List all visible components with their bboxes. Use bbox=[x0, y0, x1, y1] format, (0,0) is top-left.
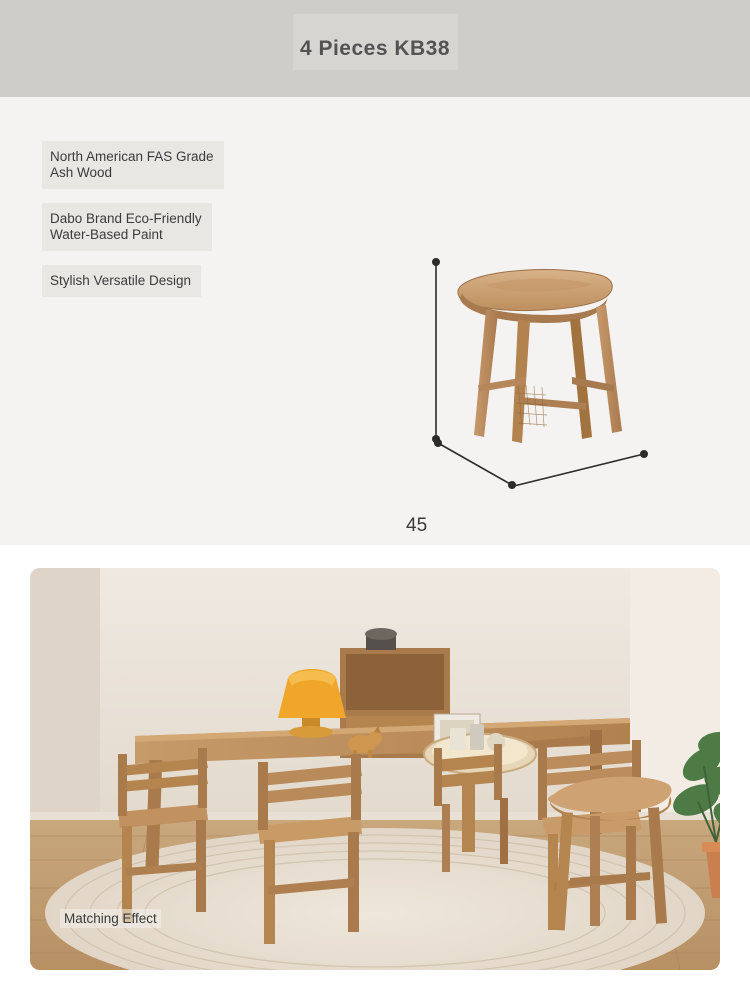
feature-item bbox=[42, 141, 224, 189]
feature-line-2: Ash Wood bbox=[50, 165, 113, 180]
feature-item bbox=[42, 203, 212, 251]
feature-line-1: Dabo Brand Eco-Friendly bbox=[50, 211, 202, 226]
stool-diagram bbox=[400, 257, 700, 537]
stool-illustration bbox=[400, 257, 700, 537]
feature-line-1: North American FAS Grade bbox=[50, 149, 214, 164]
feature-section bbox=[0, 97, 750, 545]
photo-caption: Matching Effect bbox=[60, 909, 161, 928]
feature-item bbox=[42, 265, 201, 297]
lifestyle-photo bbox=[30, 568, 720, 970]
feature-line-1: Stylish Versatile Design bbox=[50, 273, 192, 288]
header-inner bbox=[0, 0, 750, 97]
feature-line-2: Water-Based Paint bbox=[50, 227, 163, 242]
header-banner bbox=[0, 0, 750, 97]
dimension-height-label: 45 bbox=[406, 515, 428, 536]
feature-list bbox=[42, 141, 322, 311]
page-title: 4 Pieces KB38 bbox=[299, 36, 451, 60]
